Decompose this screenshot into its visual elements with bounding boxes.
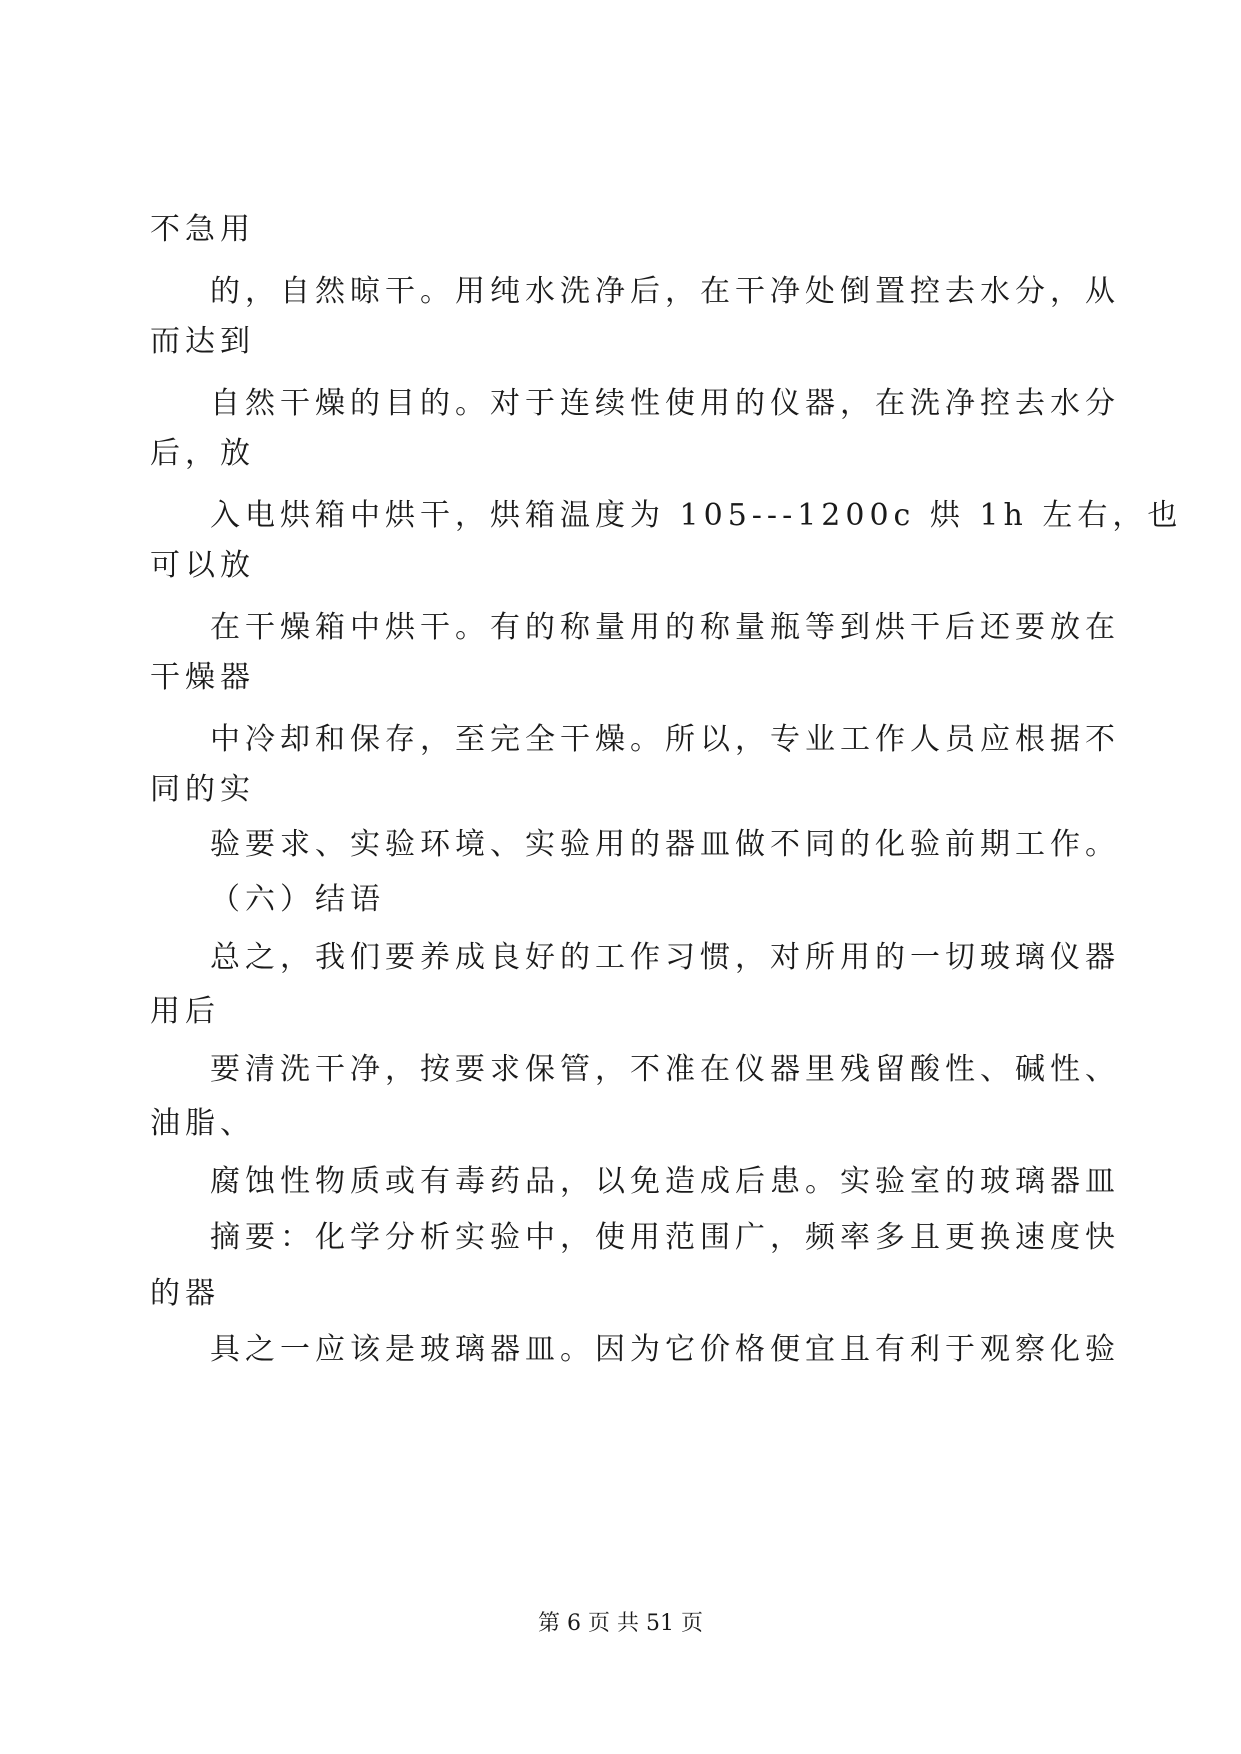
body-text-line: 可以放 xyxy=(150,548,255,583)
body-text-line: 自然干燥的目的。对于连续性使用的仪器，在洗净控去水分 xyxy=(210,386,1120,421)
body-text-line: 要清洗干净，按要求保管，不准在仪器里残留酸性、碱性、 xyxy=(210,1052,1120,1087)
body-text-line: 摘要：化学分析实验中，使用范围广，频率多且更换速度快 xyxy=(210,1220,1120,1255)
body-text-line: 不急用 xyxy=(150,212,255,247)
body-text-line: 用后 xyxy=(150,994,220,1029)
body-text-line: 在干燥箱中烘干。有的称量用的称量瓶等到烘干后还要放在 xyxy=(210,610,1120,645)
body-text-line: 总之，我们要养成良好的工作习惯，对所用的一切玻璃仪器 xyxy=(210,940,1120,975)
body-text-line: 验要求、实验环境、实验用的器皿做不同的化验前期工作。 xyxy=(210,827,1120,862)
body-text-line: 中冷却和保存，至完全干燥。所以，专业工作人员应根据不 xyxy=(210,722,1120,757)
body-text-line: 腐蚀性物质或有毒药品，以免造成后患。实验室的玻璃器皿 xyxy=(210,1164,1120,1199)
section-heading: （六）结语 xyxy=(210,882,385,917)
body-text-line: 同的实 xyxy=(150,772,255,807)
body-text-line: 具之一应该是玻璃器皿。因为它价格便宜且有利于观察化验 xyxy=(210,1332,1120,1367)
body-text-line: 的器 xyxy=(150,1276,220,1311)
body-text-line: 的，自然晾干。用纯水洗净后，在干净处倒置控去水分，从 xyxy=(210,274,1120,309)
body-text-line: 而达到 xyxy=(150,324,255,359)
body-text-line: 后，放 xyxy=(150,436,255,471)
body-text-line: 油脂、 xyxy=(150,1106,255,1141)
body-text-line: 干燥器 xyxy=(150,660,255,695)
page-number-footer: 第 6 页 共 51 页 xyxy=(538,1611,703,1636)
body-text-line: 入电烘箱中烘干，烘箱温度为 105---1200c 烘 1h 左右，也 xyxy=(210,498,1183,533)
